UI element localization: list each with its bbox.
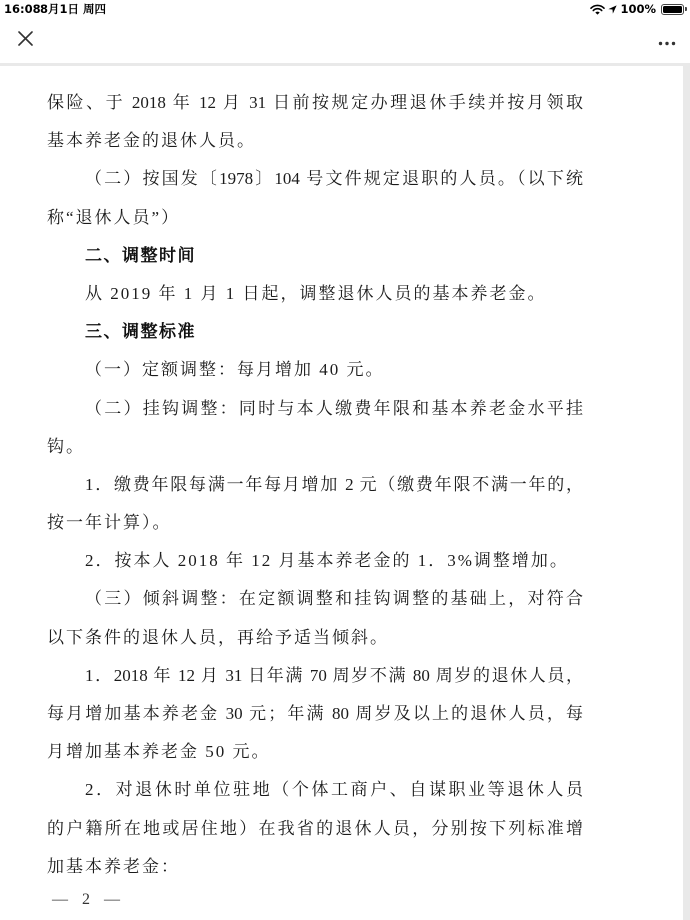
text-line: 钩。 [47,436,85,456]
text-line: （一）定额调整：每月增加 40 元。 [85,360,385,380]
text-line: 基本养老金的退休人员。 [47,131,256,151]
status-indicators [590,3,687,15]
text-line: 2．对退休时单位驻地（个体工商户、自谋职业等退休人员 [85,780,583,800]
more-icon[interactable] [658,31,676,50]
text-line: 2．按本人 2018 年 12 月基本养老金的 1．3%调整增加。 [85,551,569,571]
battery-fill [663,6,682,13]
location-icon [608,5,617,14]
text-line: 加基本养老金： [47,856,180,876]
document-text [47,84,583,886]
text-line: 1．2018 年 12 月 31 日年满 70 周岁不满 80 周岁的退休人员， [85,665,583,685]
close-icon[interactable] [18,31,33,50]
text-line: （二）挂钩调整：同时与本人缴费年限和基本养老金水平挂 [85,398,583,418]
battery-icon [661,4,684,15]
battery-percent: 100% [620,2,656,16]
text-line: 1．缴费年限每满一年每月增加 2 元（缴费年限不满一年的， [85,474,583,494]
document-page[interactable] [0,66,683,920]
text-line: 的户籍所在地或居住地）在我省的退休人员，分别按下列标准增 [47,818,583,838]
page-number: — 2 — [52,891,125,908]
text-line: 保险、于 2018 年 12 月 31 日前按规定办理退休手续并按月领取 [47,93,583,112]
text-line: （三）倾斜调整：在定额调整和挂钩调整的基础上，对符合 [85,589,583,609]
text-line: 月增加基本养老金 50 元。 [47,742,271,762]
status-time: 16:08 [4,2,41,16]
section-heading: 三、调整标准 [85,322,196,343]
nav-bar [0,18,690,63]
status-bar [0,0,690,18]
section-heading: 二、调整时间 [85,245,196,266]
battery-nub [685,7,687,11]
text-line: 称“退休人员”） [47,207,181,227]
text-line: 以下条件的退休人员，再给予适当倾斜。 [47,627,389,647]
text-line: 从 2019 年 1 月 1 日起，调整退休人员的基本养老金。 [85,283,547,303]
close-button[interactable] [12,27,38,53]
document-viewer[interactable] [0,63,690,920]
text-line: 每月增加基本养老金 30 元；年满 80 周岁及以上的退休人员，每 [47,704,583,723]
text-line: 按一年计算）。 [47,513,172,533]
text-line: （二）按国发〔1978〕104 号文件规定退职的人员。（以下统 [85,169,583,189]
wifi-icon [590,4,605,15]
status-date: 8月1日 周四 [40,2,107,16]
more-button[interactable] [654,27,680,53]
